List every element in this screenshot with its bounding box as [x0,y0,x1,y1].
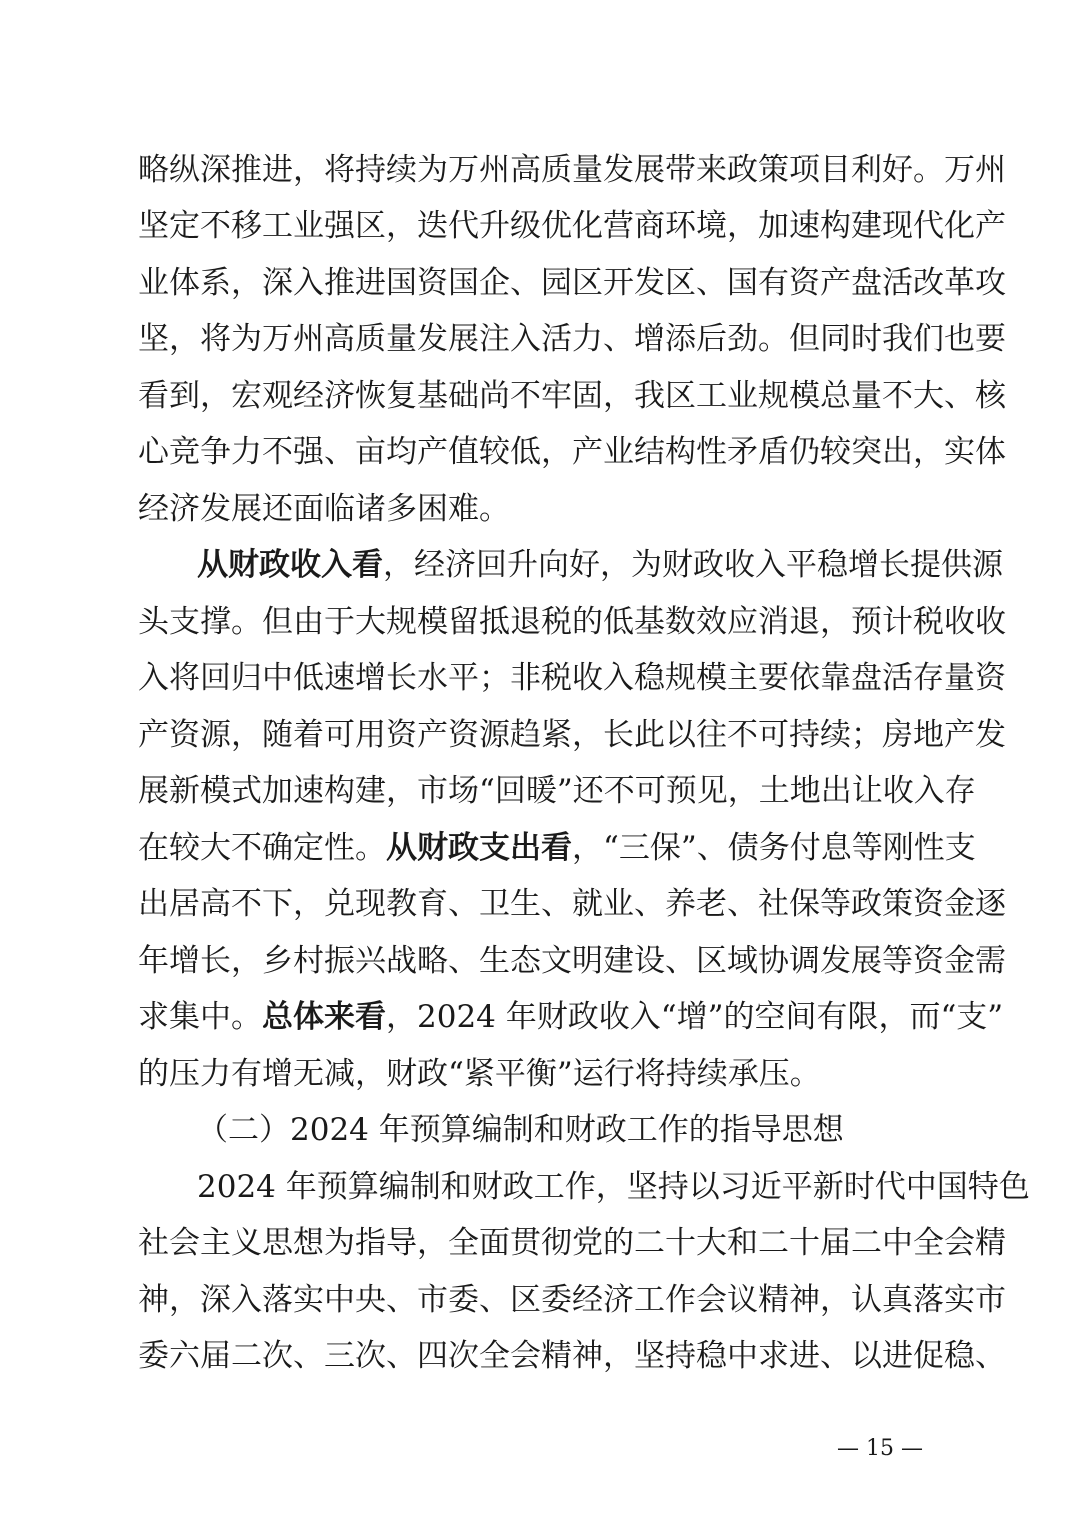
text-line: 看到，宏观经济恢复基础尚不牢固，我区工业规模总量不大、核 [138,378,1006,414]
text-line [138,997,1004,1037]
text-line: 展新模式加速构建，市场“回暖”还不可预见，土地出让收入存 [138,773,976,809]
text-run: 在较大不确定性。 [138,830,386,866]
text-line: 的压力有增无减，财政“紧平衡”运行将持续承压。 [138,1056,821,1092]
emphasis-revenue: 从财政收入看 [197,547,383,583]
text-line: 坚定不移工业强区，迭代升级优化营商环境，加速构建现代化产 [138,208,1006,244]
text-line: 心竞争力不强、亩均产值较低，产业结构性矛盾仍较突出，实体 [138,434,1006,470]
text-line: 业体系，深入推进国资国企、园区开发区、国有资产盘活改革攻 [138,265,1006,301]
page-number: — 15 — [837,1436,923,1461]
text-line: 出居高不下，兑现教育、卫生、就业、养老、社保等政策资金逐 [138,886,1006,922]
emphasis-overall: 总体来看 [262,999,386,1035]
text-line: 入将回归中低速增长水平；非税收入稳规模主要依靠盘活存量资 [138,660,1006,696]
section-heading: （二）2024 年预算编制和财政工作的指导思想 [197,1112,844,1148]
text-line: 年增长，乡村振兴战略、生态文明建设、区域协调发展等资金需 [138,943,1006,979]
text-line [138,828,976,868]
text-line: 坚，将为万州高质量发展注入活力、增添后劲。但同时我们也要 [138,321,1006,357]
text-line: 委六届二次、三次、四次全会精神，坚持稳中求进、以进促稳、 [138,1338,1006,1374]
emphasis-expenditure: 从财政支出看 [386,830,572,866]
text-run: ，“三保”、债务付息等刚性支 [572,830,976,866]
text-line: 神，深入落实中央、市委、区委经济工作会议精神，认真落实市 [138,1282,1006,1318]
text-run: 求集中。 [138,999,262,1035]
text-line: 略纵深推进，将持续为万州高质量发展带来政策项目利好。万州 [138,152,1006,188]
text-line: 2024 年预算编制和财政工作，坚持以习近平新时代中国特色 [197,1169,1030,1205]
text-run: ，经济回升向好，为财政收入平稳增长提供源 [383,547,1003,583]
text-line: 头支撑。但由于大规模留抵退税的低基数效应消退，预计税收收 [138,604,1006,640]
text-line: 社会主义思想为指导，全面贯彻党的二十大和二十届二中全会精 [138,1225,1006,1261]
text-line: 经济发展还面临诸多困难。 [138,491,510,527]
text-run: ，2024 年财政收入“增”的空间有限，而“支” [386,999,1004,1035]
text-line [197,545,1003,585]
text-line: 产资源，随着可用资产资源趋紧，长此以往不可持续；房地产发 [138,717,1006,753]
